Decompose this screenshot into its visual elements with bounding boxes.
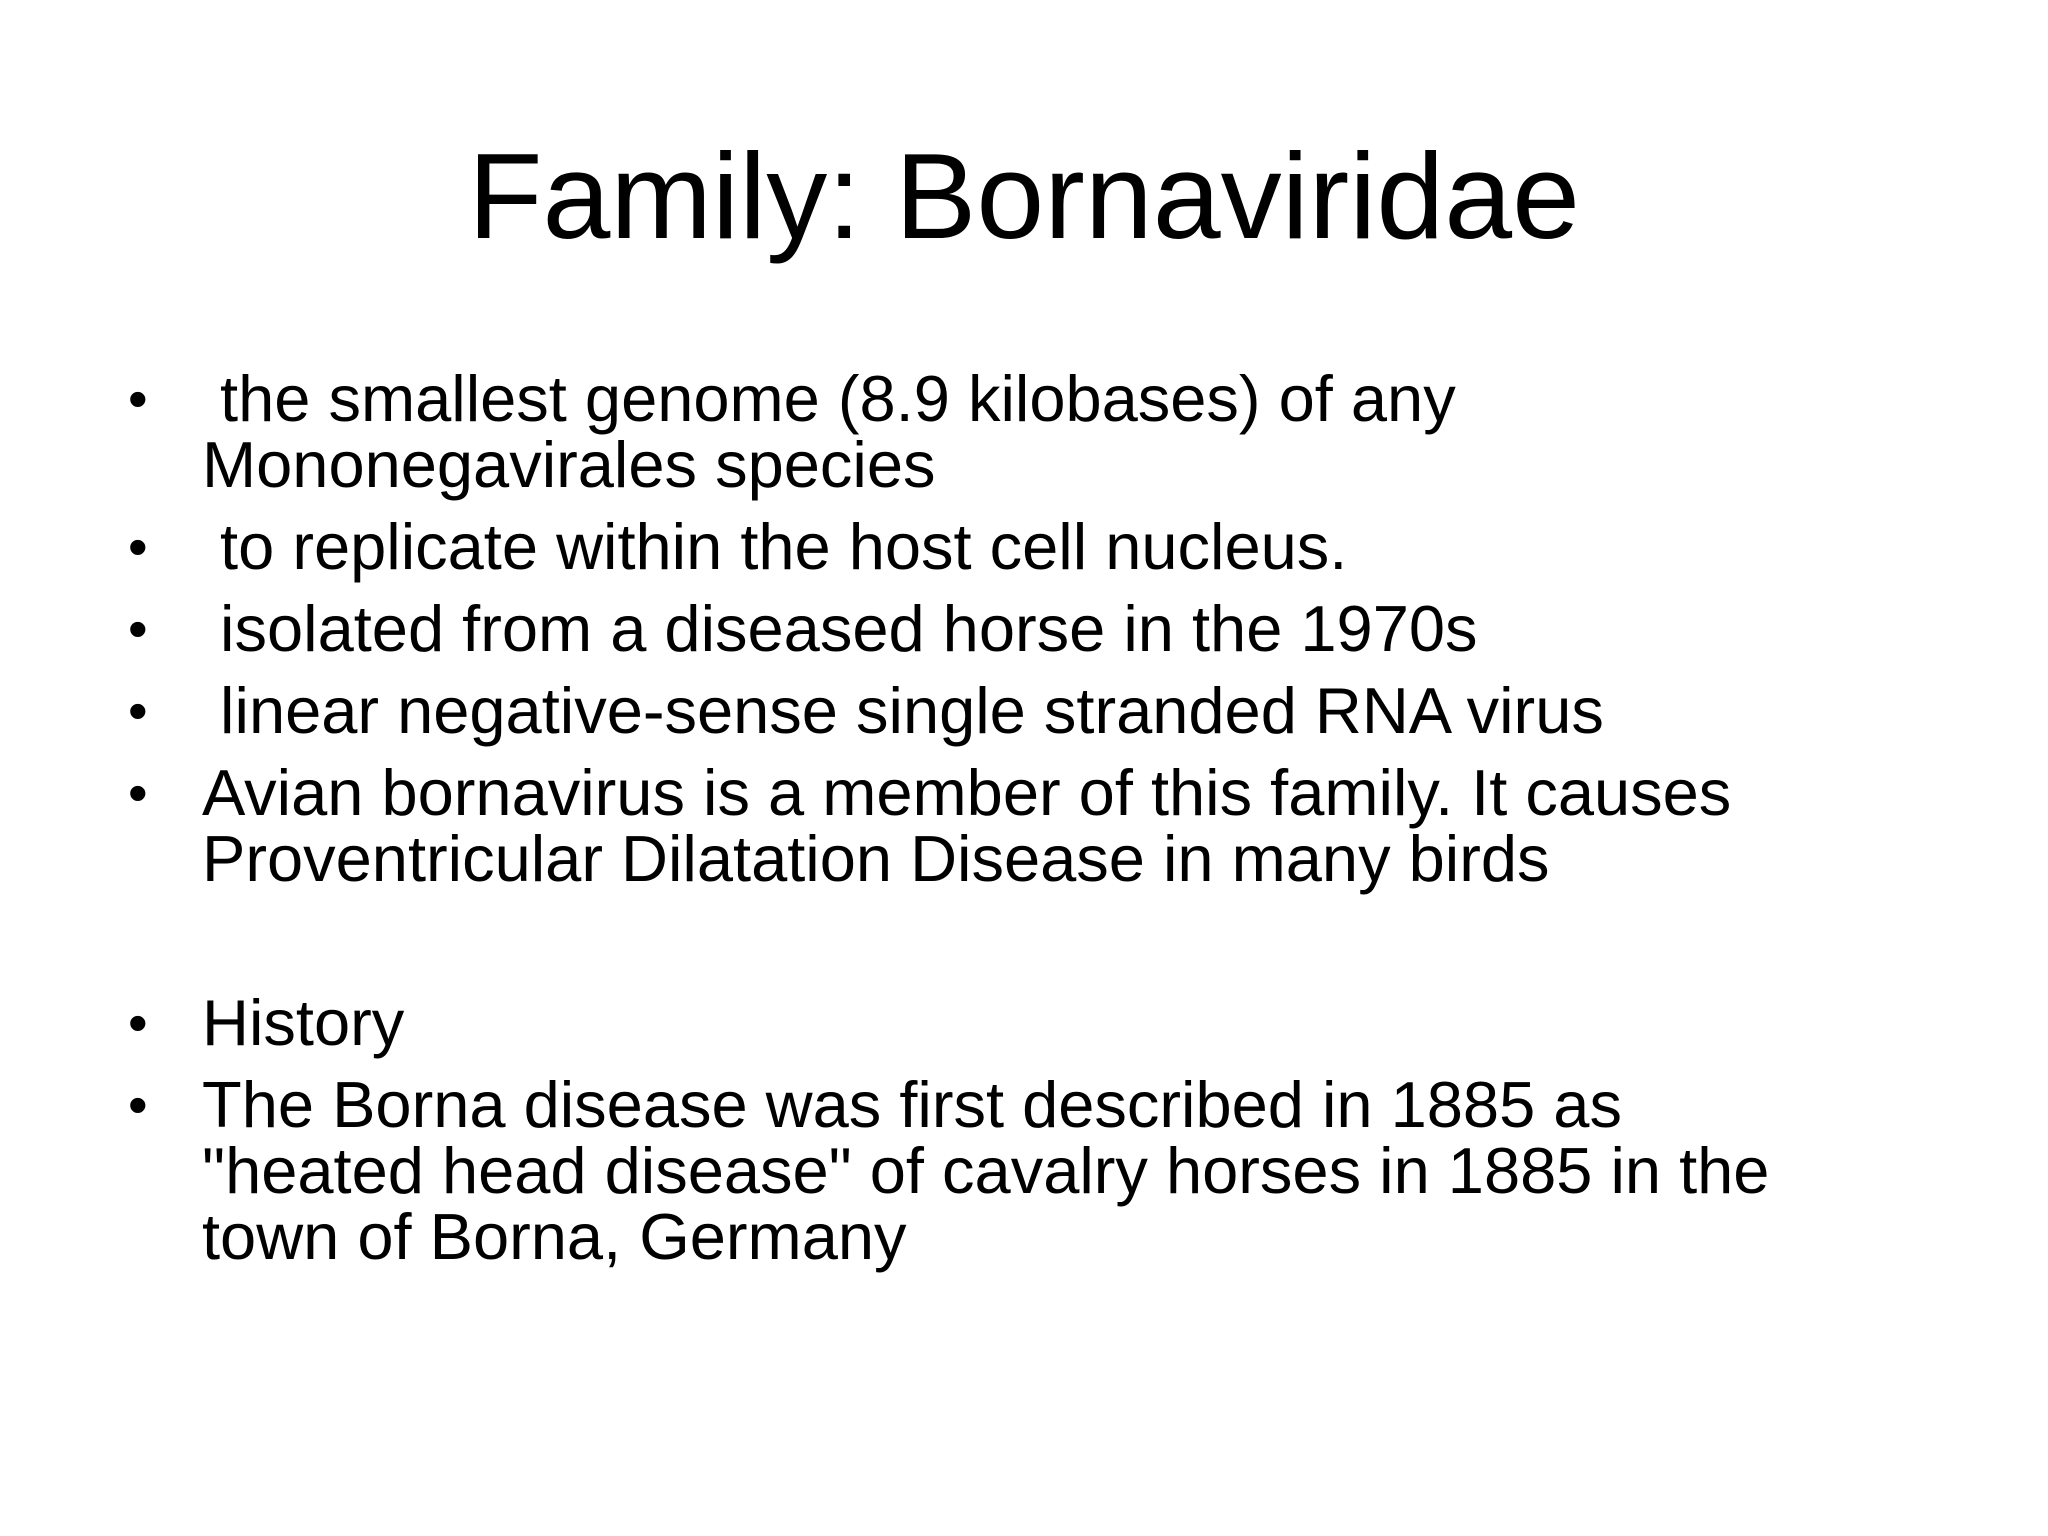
bullet-line: "heated head disease" of cavalry horses in 1885 in the — [202, 1134, 1770, 1207]
bullet-line: Avian bornavirus is a member of this family. It causes — [202, 756, 1732, 829]
bullet-line: linear negative-sense single stranded RNA virus — [202, 674, 1604, 747]
bullet-icon: • — [128, 991, 148, 1054]
bullet-line: Proventricular Dilatation Disease in many birds — [202, 822, 1550, 895]
bullet-line: History — [202, 986, 405, 1059]
bullet-line: to replicate within the host cell nucleus. — [202, 510, 1348, 583]
bullet-line: Mononegavirales species — [202, 428, 936, 501]
bullet-line: isolated from a diseased horse in the 1970s — [202, 592, 1478, 665]
bullet-icon: • — [128, 367, 148, 430]
bullet-icon: • — [128, 679, 148, 742]
bullet-icon: • — [128, 515, 148, 578]
bullet-icon: • — [128, 1073, 148, 1136]
bullet-line: the smallest genome (8.9 kilobases) of any — [202, 362, 1456, 435]
bullet-icon: • — [128, 597, 148, 660]
bullet-line: town of Borna, Germany — [202, 1200, 907, 1273]
bullet-line: The Borna disease was first described in 1885 as — [202, 1068, 1622, 1141]
bullet-icon: • — [128, 761, 148, 824]
slide-title: Family: Bornaviridae — [468, 128, 1580, 264]
